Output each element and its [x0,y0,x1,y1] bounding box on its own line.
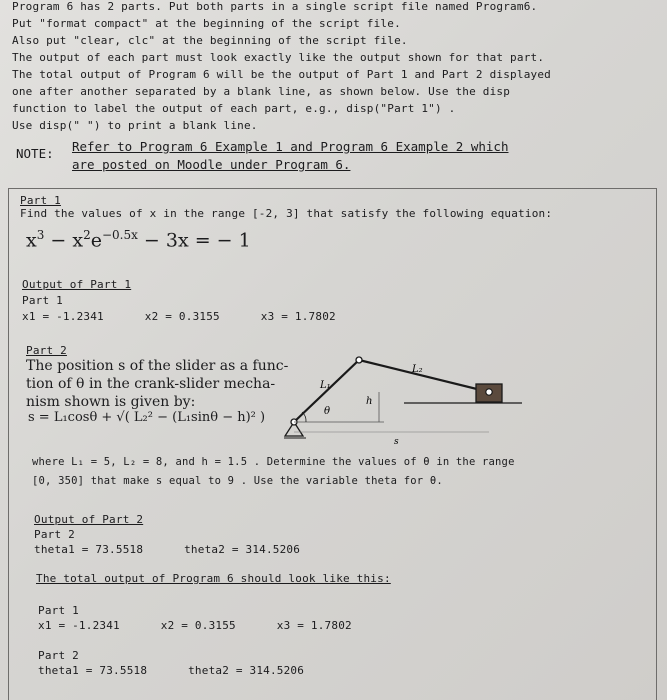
total-line-4: Part 2 [38,649,79,662]
eq-x2: x [72,229,84,252]
intro-line-5: The total output of Program 6 will be the output of Part 1 and Part 2 displayed [12,68,551,81]
part1-equation [26,228,251,251]
part2-where-line-2: [0, 350] that make s equal to 9 . Use the variable theta for θ. [32,475,443,487]
label-L2: L₂ [412,364,423,375]
label-s: s [394,437,399,447]
intro-line-2: Put "format compact" at the beginning of the script file. [12,17,401,30]
crank-slider-diagram [284,352,524,452]
total-line-2: x1 = -1.2341 x2 = 0.3155 x3 = 1.7802 [38,619,352,632]
intro-line-6: one after another separated by a blank line, as shown below. Use the disp [12,85,511,98]
part2-formula: s = L₁cosθ + √( L₂² − (L₁sinθ − h)² ) [28,410,266,425]
eq-exp2: 2 [83,228,91,242]
total-line-1: Part 1 [38,604,79,617]
part2-heading: Part 2 [26,344,67,357]
part2-output-line-1: Part 2 [34,528,75,541]
note-line-1: Refer to Program 6 Example 1 and Program 6 Example 2 which [72,139,509,154]
part2-desc-line-3: nism shown is given by: [26,394,196,410]
part1-output-line-1: Part 1 [22,294,63,307]
total-output-heading: The total output of Program 6 should look like this: [36,572,391,585]
part1-output-heading: Output of Part 1 [22,278,132,291]
total-line-5: theta1 = 73.5518 theta2 = 314.5206 [38,664,305,677]
intro-line-7: function to label the output of each part, e.g., disp("Part 1") . [12,102,456,115]
part1-task: Find the values of x in the range [-2, 3] that satisfy the following equation: [20,207,553,220]
label-h: h [366,396,373,407]
intro-line-8: Use disp(" ") to print a blank line. [12,119,258,132]
slider-joint [486,389,492,395]
box-right-border [656,188,657,700]
part2-output-line-2: theta1 = 73.5518 theta2 = 314.5206 [34,543,301,556]
box-left-border [8,188,9,700]
label-theta: θ [324,406,331,417]
crank-joint [356,357,362,363]
connecting-rod [359,360,489,392]
eq-e: e [90,229,102,252]
box-top-border [8,188,656,189]
eq-x: x [26,229,37,252]
intro-line-1: Program 6 has 2 parts. Put both parts in a single script file named Program6. [12,0,538,13]
eq-exp3: 3 [36,228,45,242]
note-line-2: are posted on Moodle under Program 6. [72,157,351,172]
part2-where-line-1: where L₁ = 5, L₂ = 8, and h = 1.5 . Determine the values of θ in the range [32,456,515,468]
note-label: NOTE: [16,146,54,161]
part2-desc-line-1: The position s of the slider as a func- [26,358,289,374]
part1-output-line-2: x1 = -1.2341 x2 = 0.3155 x3 = 1.7802 [22,310,336,323]
eq-rest: − 3x = − 1 [137,229,251,252]
part2-desc-line-2: tion of θ in the crank-slider mecha- [26,376,276,392]
part1-heading: Part 1 [20,194,61,207]
intro-line-3: Also put "clear, clc" at the beginning of the script file. [12,34,408,47]
intro-line-4: The output of each part must look exactly like the output shown for that part. [12,51,545,64]
eq-exp-e: −0.5x [101,228,138,242]
label-L1: L₁ [320,380,331,391]
eq-minus: − [44,229,73,252]
part2-output-heading: Output of Part 2 [34,513,144,526]
